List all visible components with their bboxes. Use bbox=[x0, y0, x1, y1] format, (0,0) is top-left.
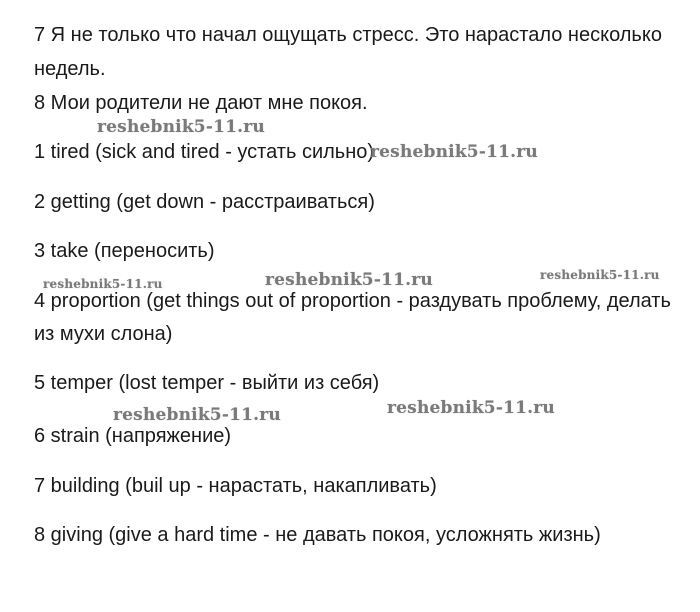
answer-item-6: 6 strain (напряжение) bbox=[34, 425, 232, 447]
answer-item-7: 7 building (buil up - нарастать, накапливать) bbox=[34, 475, 437, 497]
watermark: reshebnik5-11.ru bbox=[387, 398, 555, 418]
answer-item-4: 4 proportion (get things out of proportion - раздувать проблему, делать bbox=[34, 290, 671, 312]
watermark: reshebnik5-11.ru bbox=[43, 277, 163, 291]
answer-item-5: 5 temper (lost temper - выйти из себя) bbox=[34, 372, 380, 394]
answer-item-3: 3 take (переносить) bbox=[34, 240, 215, 262]
watermark: reshebnik5-11.ru bbox=[265, 270, 433, 290]
text-line: 7 Я не только что начал ощущать стресс. Это нарастало несколько bbox=[34, 24, 662, 46]
watermark: reshebnik5-11.ru bbox=[370, 142, 538, 162]
answer-item-2: 2 getting (get down - расстраиваться) bbox=[34, 191, 375, 213]
watermark: reshebnik5-11.ru bbox=[97, 117, 265, 137]
answer-item-8: 8 giving (give a hard time - не давать покоя, усложнять жизнь) bbox=[34, 524, 601, 546]
answer-item-1: 1 tired (sick and tired - устать сильно) bbox=[34, 141, 375, 163]
answer-item-4-continued: из мухи слона) bbox=[34, 323, 173, 345]
text-line: 8 Мои родители не дают мне покоя. bbox=[34, 92, 368, 114]
watermark: reshebnik5-11.ru bbox=[540, 268, 660, 282]
text-line: недель. bbox=[34, 58, 106, 80]
watermark: reshebnik5-11.ru bbox=[113, 405, 281, 425]
